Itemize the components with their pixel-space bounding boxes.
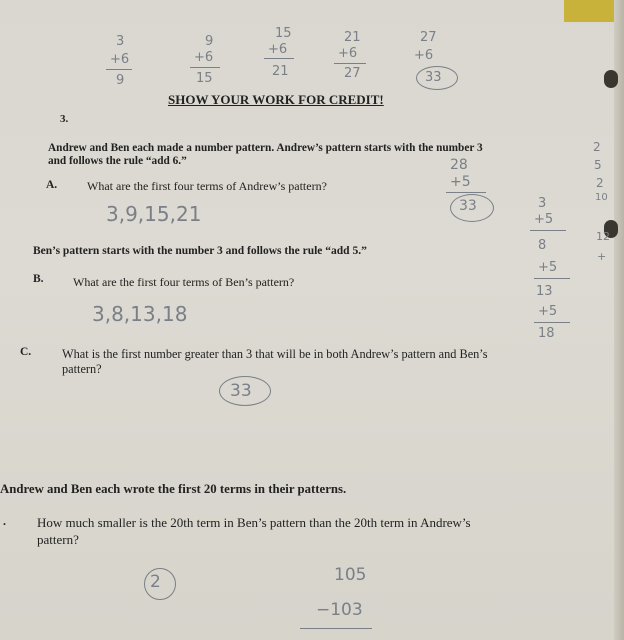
hw-work-col2-add: +6 xyxy=(194,50,214,65)
page-edge xyxy=(614,0,624,640)
hw-side-a-top: 28 xyxy=(450,157,468,173)
part-b-answer: 3,8,13,18 xyxy=(92,302,188,326)
hw-work-col4-sum: 27 xyxy=(344,66,361,81)
hw-work-col1-add: +6 xyxy=(110,52,130,67)
binder-hole xyxy=(604,70,618,88)
hw-work-col2-sum: 15 xyxy=(196,71,213,86)
part-c-letter: C. xyxy=(20,346,32,358)
hw-side-d-bottom: −103 xyxy=(316,600,363,620)
hw-line xyxy=(534,322,570,323)
hw-line xyxy=(300,628,372,629)
margin-mark: 2 xyxy=(593,140,601,154)
hw-work-col1-sum: 9 xyxy=(116,73,125,88)
hw-line xyxy=(190,67,220,68)
twenty-terms-intro: Andrew and Ben each wrote the first 20 terms in their patterns. xyxy=(0,482,347,496)
hw-side-d-top: 105 xyxy=(334,565,367,585)
hw-line xyxy=(534,278,570,279)
question-number: 3. xyxy=(60,113,69,125)
intro-line-1: Andrew and Ben each made a number pattern. Andrew’s pattern starts with the number 3 xyxy=(48,142,483,154)
hw-side-b-7: 18 xyxy=(538,326,555,341)
hw-side-a-sum: 33 xyxy=(459,198,477,214)
margin-mark: 5 xyxy=(594,158,602,172)
hw-line xyxy=(530,230,566,231)
hw-circle xyxy=(416,66,458,90)
part-d-question-line-2: pattern? xyxy=(37,532,79,547)
part-d-question-line-1: How much smaller is the 20th term in Ben’s pattern than the 20th term in Andrew’s xyxy=(37,515,471,530)
hw-work-col4-top: 21 xyxy=(344,30,361,45)
intro-line-2: and follows the rule “add 6.” xyxy=(48,155,187,167)
hw-side-a-add: +5 xyxy=(450,174,471,190)
margin-mark: 10 xyxy=(595,192,608,203)
hw-circle xyxy=(219,376,271,406)
hw-side-b-5: 13 xyxy=(536,284,553,299)
hw-side-b-3: 8 xyxy=(538,238,547,253)
margin-mark: + xyxy=(597,250,607,263)
hw-line xyxy=(264,58,294,59)
ben-intro: Ben’s pattern starts with the number 3 and follows the rule “add 5.” xyxy=(33,245,367,257)
hw-work-col2-top: 9 xyxy=(205,34,214,49)
hw-work-col5-add: +6 xyxy=(414,48,434,63)
hw-side-b-6: +5 xyxy=(538,304,558,319)
hw-work-col1-top: 3 xyxy=(116,34,125,49)
margin-mark: 12 xyxy=(596,230,610,243)
part-d-letter: . xyxy=(3,514,6,528)
margin-mark: 2 xyxy=(596,176,604,190)
hw-work-col5-sum: 33 xyxy=(425,70,442,85)
hw-work-col3-add: +6 xyxy=(268,42,288,57)
hw-side-b-1: 3 xyxy=(538,196,547,211)
hw-side-b-2: +5 xyxy=(534,212,554,227)
hw-circle xyxy=(450,194,494,222)
part-a-letter: A. xyxy=(46,179,58,191)
part-b-question: What are the first four terms of Ben’s pattern? xyxy=(73,275,295,289)
page-title: SHOW YOUR WORK FOR CREDIT! xyxy=(168,92,384,107)
hw-line xyxy=(106,69,132,70)
part-b-letter: B. xyxy=(33,273,44,285)
part-c-answer: 33 xyxy=(230,381,252,401)
hw-circle xyxy=(144,568,176,600)
part-a-question: What are the first four terms of Andrew’s pattern? xyxy=(87,179,327,193)
part-d-answer: 2 xyxy=(150,572,161,592)
hw-work-col3-top: 15 xyxy=(275,26,292,41)
hw-work-col4-add: +6 xyxy=(338,46,358,61)
hw-line xyxy=(334,63,366,64)
hw-line xyxy=(446,192,486,193)
part-a-answer: 3,9,15,21 xyxy=(106,202,202,226)
part-c-question-line-2: pattern? xyxy=(62,362,102,376)
hw-work-col3-sum: 21 xyxy=(272,64,289,79)
part-c-question-line-1: What is the first number greater than 3 that will be in both Andrew’s pattern and Ben’s xyxy=(62,347,488,361)
hw-side-b-4: +5 xyxy=(538,260,558,275)
hw-work-col5-top: 27 xyxy=(420,30,437,45)
